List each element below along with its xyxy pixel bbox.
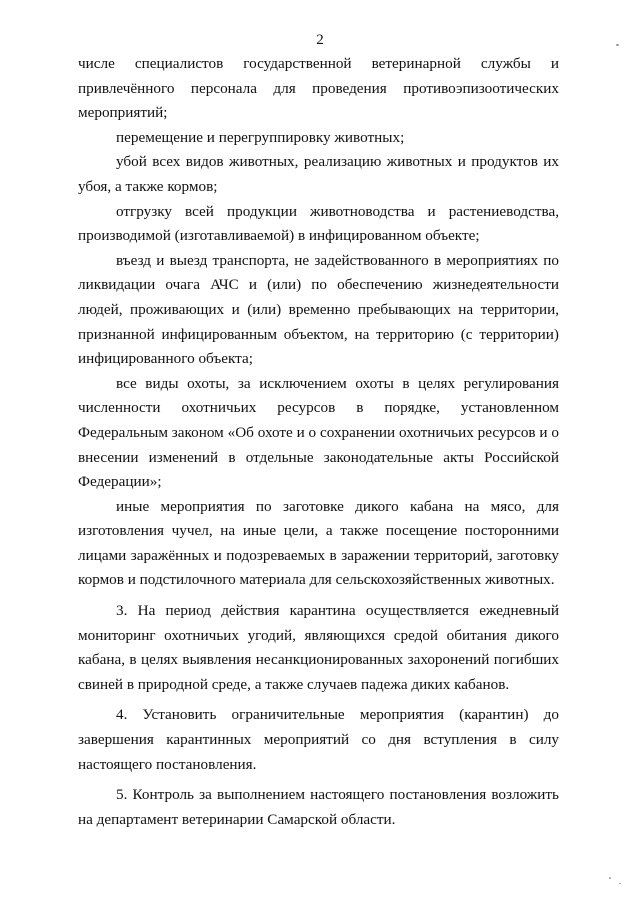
document-body	[78, 52, 559, 832]
scan-speck	[616, 44, 619, 46]
paragraph-continuation: числе специалистов государственной ветеринарной службы и привлечённого персонала для проведения противоэпизоотических мероприятий;	[78, 55, 559, 122]
paragraph-boar-harvesting: иные мероприятия по заготовке дикого кабана на мясо, для изготовления чучел, на иные цели, а также посещение посторонними лицами заражённых и подозреваемых в заражении территорий, заготовку кормов и подстилочного материала для сельскохозяйственных животных.	[78, 497, 559, 589]
paragraph-item-5: 5. Контроль за выполнением настоящего постановления возложить на департамент ветеринарии Самарской области.	[78, 786, 559, 828]
paragraph-item-4: 4. Установить ограничительные мероприятия (карантин) до завершения карантинных мероприятий со дня вступления в силу настоящего постановления.	[78, 706, 559, 773]
paragraph-product-shipment: отгрузку всей продукции животноводства и растениеводства, производимой (изготавливаемой) в инфицированном объекте;	[78, 202, 559, 245]
scan-speck	[619, 883, 621, 884]
scan-speck	[609, 877, 611, 879]
page-number: 2	[316, 32, 324, 48]
paragraph-animal-movement: перемещение и перегруппировку животных;	[116, 128, 405, 146]
paragraph-hunting: все виды охоты, за исключением охоты в целях регулирования численности охотничьих ресурсов в порядке, установленном Федеральным законом «Об охоте и о сохранении охотничьих ресурсов и о внесении изменений в отдельные законодательные акты Российской Федерации»;	[78, 374, 559, 491]
paragraph-item-3: 3. На период действия карантина осуществляется ежедневный мониторинг охотничьих угодий, являющихся средой обитания дикого кабана, в целях выявления несанкционированных захоронений погибших свиней в природной среде, а также случаев падежа диких кабанов.	[78, 602, 559, 693]
paragraph-transport: въезд и выезд транспорта, не задействованного в мероприятиях по ликвидации очага АЧС и (или) по обеспечению жизнедеятельности людей, проживающих и (или) временно пребывающих на территории, признанной инфицированным объектом, на территорию (с территории) инфицированного объекта;	[78, 251, 559, 368]
paragraph-slaughter: убой всех видов животных, реализацию животных и продуктов их убоя, а также кормов;	[78, 153, 559, 195]
